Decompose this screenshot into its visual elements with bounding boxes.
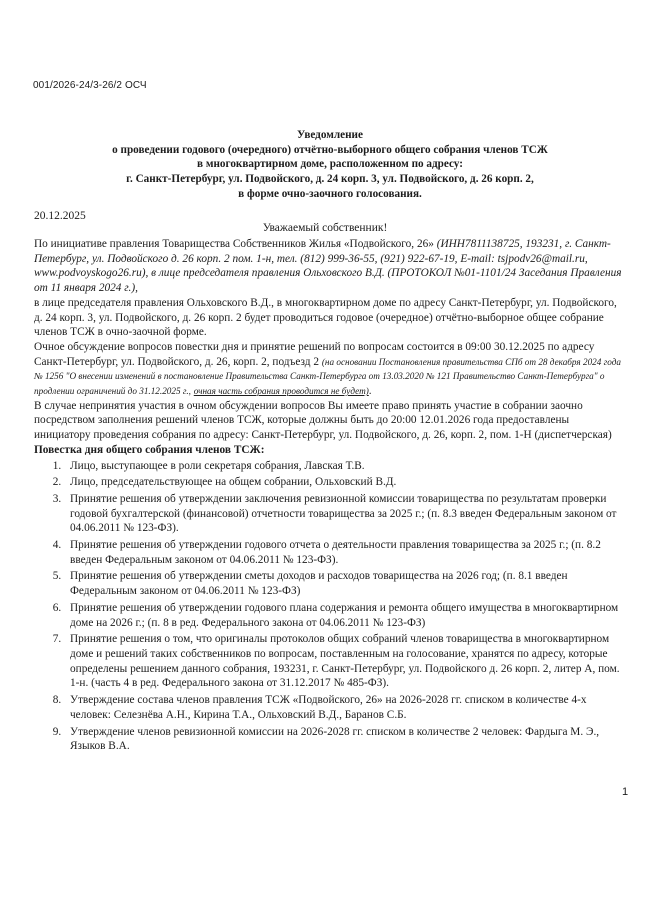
in-person-main: Очное обсуждение вопросов повестки дня и принятие решений по вопросам состоится в 09:00 30.12.2025 по адресу Санкт-Петербург, ул. Подвойского, д. 26, корп. 2, подъезд 2 xyxy=(34,340,595,368)
title-line: в форме очно-заочного голосования. xyxy=(238,187,422,200)
agenda-item: 1. Лицо, выступающее в роли секретаря собрания, Лавская Т.В. xyxy=(64,459,626,474)
in-person-note-underlined: очная часть собрания проводится не будет) xyxy=(193,386,369,397)
document-number: 001/2026-24/3-26/2 ОСЧ xyxy=(33,80,147,91)
notice-title xyxy=(40,128,620,202)
agenda-item: 7. Принятие решения о том, что оригиналы протоколов общих собраний членов товарищества в многоквартирном доме и решений таких собственников по вопросам, поставленным на голосование, хранятся по адресу, которые определены решением данного собрания, 193231, г. Санкт-Петербург, ул. Подвойского д. 26 корп. 2, литер А, пом. 1-н. (часть 4 в ред. Федерального закона от 31.12.2017 № 485-ФЗ). xyxy=(64,632,626,691)
notice-date: 20.12.2025 xyxy=(34,210,86,222)
salutation: Уважаемый собственник! xyxy=(262,222,388,234)
in-person-note: (на основании Постановления правительства СПб от 28 декабря 2024 года № 1256 "О внесении изменений в постановление Правительства Санкт-Петербурга от 13.03.2020 № 121 Правительство Санкт-Петербурга" о продлении ограничений до 31.12.2025 г., xyxy=(34,356,621,397)
agenda-item: 4. Принятие решения об утверждении годового отчета о деятельности правления товарищества за 2025 г.; (п. 8.2 введен Федеральным законом от 04.06.2011 № 123-ФЗ). xyxy=(64,538,626,567)
intro-paragraph xyxy=(34,237,626,296)
title-line: в многоквартирном доме, расположенном по адресу: xyxy=(197,158,463,171)
notice-body xyxy=(34,237,626,756)
title-line: о проведении годового (очередного) отчётно-выборного общего собрания членов ТСЖ xyxy=(112,143,548,156)
agenda-item: 9. Утверждение членов ревизионной комиссии на 2026-2028 гг. списком в количестве 2 человек: Фардыга М. Э., Языков В.А. xyxy=(64,725,626,754)
in-person-paragraph xyxy=(34,340,626,399)
agenda-item: 5. Принятие решения об утверждении сметы доходов и расходов товарищества на 2026 год; (п. 8.1 введен Федеральным законом от 04.06.2011 № 123-ФЗ) xyxy=(64,569,626,598)
title-line: Уведомление xyxy=(297,129,363,141)
in-person-note-end: . xyxy=(368,385,372,398)
meeting-description: в лице председателя правления Ольховского В.Д., в многоквартирном доме по адресу Санкт-Петербург, ул. Подвойского, д. 24 корп. 3, ул. Подвойского, д. 26 корп. 2 будет проводиться годовое (очередное) отчётно-выборное общее собрание членов ТСЖ в очно-заочной форме. xyxy=(34,296,617,339)
agenda-item: 8. Утверждение состава членов правления ТСЖ «Подвойского, 26» на 2026-2028 гг. списком в количестве 4-х человек: Селезнёва А.Н., Кирина Т.А., Ольховский В.Д., Баранов С.Б. xyxy=(64,693,626,722)
intro-lead: По инициативе правления Товарищества Собственников Жилья «Подвойского, 26» xyxy=(34,238,434,250)
agenda-item: 6. Принятие решения об утверждении годового плана содержания и ремонта общего имущества в многоквартирном доме на 2026 г.; (п. 8 в ред. Федерального закона от 04.06.2011 № 123-ФЗ) xyxy=(64,601,626,630)
absentee-paragraph: В случае непринятия участия в очном обсуждении вопросов Вы имеете право принять участие в собрании заочно посредством заполнения решений членов ТСЖ, которые должны быть до 20:00 12.01.2026 года предоставлены инициатору проведения собрания по адресу: Санкт-Петербург, ул. Подвойского, д. 26, корп. 2, пом. 1-Н (диспетчерская) xyxy=(34,399,612,442)
page-number: 1 xyxy=(622,786,629,798)
agenda-item: 3. Принятие решения об утверждении заключения ревизионной комиссии товарищества по результатам проверки годовой бухгалтерской (финансовой) отчетности товарищества за 2025 г.; (п. 8.3 введен Федеральным законом от 04.06.2011 № 123-ФЗ). xyxy=(64,492,626,536)
title-line: г. Санкт-Петербург, ул. Подвойского, д. 24 корп. 3, ул. Подвойского, д. 26 корп. 2, xyxy=(126,173,534,186)
agenda-list xyxy=(34,459,626,754)
agenda-title: Повестка дня общего собрания членов ТСЖ: xyxy=(34,443,265,456)
initiator-details: (ИНН7811138725, 193231, г. Санкт-Петербург, ул. Подвойского д. 26 корп. 2 пом. 1-н, тел. (812) 999-36-55, (921) 922-67-19, E-mail: tsjpodv26@mail.ru, www.podvoyskogo26.ru), в лице председателя правления Ольховского В.Д. (ПРОТОКОЛ №01-1101/24 Заседания Правления от 11 января 2024 г.), xyxy=(34,238,622,295)
agenda-item: 2. Лицо, председательствующее на общем собрании, Ольховский В.Д. xyxy=(64,475,626,490)
